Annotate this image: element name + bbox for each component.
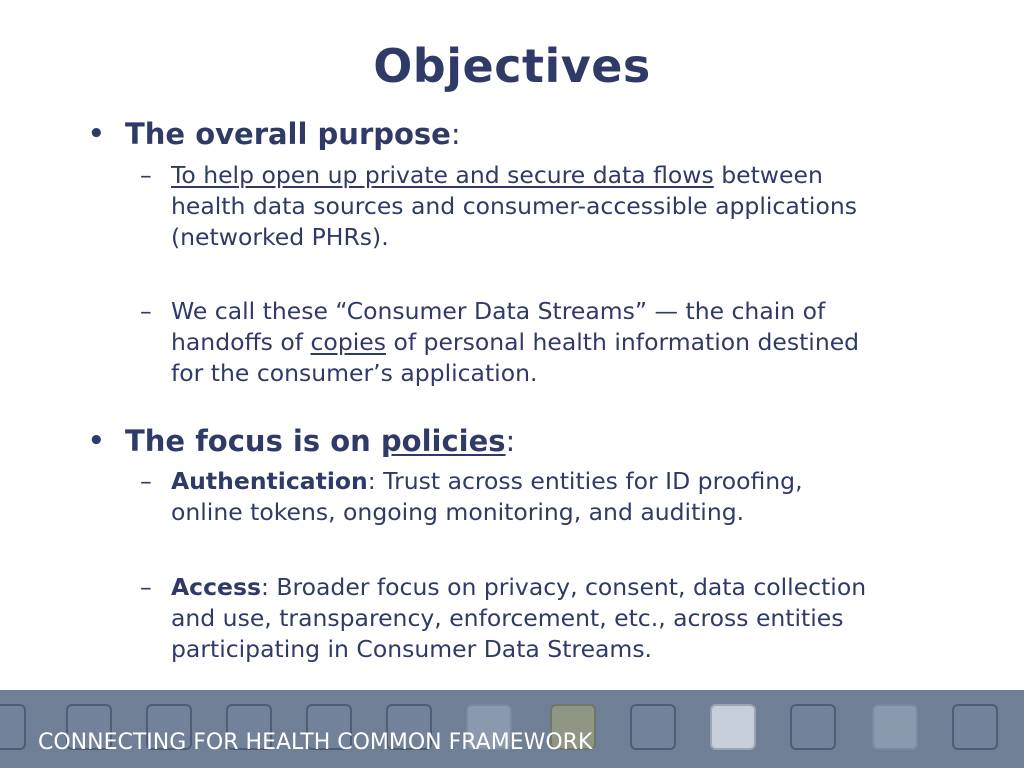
subitem-line: We call these “Consumer Data Streams” — the chain of [171,297,826,325]
underlined-word: copies [310,328,386,356]
footer-band [0,690,1024,768]
bullet-colon: : [450,117,461,151]
subitem-line [171,466,803,497]
bullet-dot: • [88,426,105,456]
bold-term: Authentication [171,467,368,495]
line-text: of personal health information destined [385,328,860,356]
subitem-line [171,572,866,603]
bold-term: Access [171,573,261,601]
bullet-heading-text: The focus is on [125,424,381,458]
dash-marker: – [140,573,152,601]
decorative-square [872,704,918,750]
decorative-square [710,704,756,750]
line-text: : Trust across entities for ID proofing, [367,467,803,495]
line-text: handoffs of [171,328,311,356]
bullet-heading-text: The overall purpose [125,117,451,151]
bullet-heading [125,423,515,459]
bullet-heading [125,116,461,152]
subitem-line: and use, transparency, enforcement, etc., across entities [171,604,844,632]
line-text: : Broader focus on privacy, consent, data collection [260,573,867,601]
subitem-line: online tokens, ongoing monitoring, and auditing. [171,498,745,526]
decorative-square [790,704,836,750]
subitem-line [171,160,823,191]
subitem-line: for the consumer’s application. [171,359,538,387]
decorative-square [952,704,998,750]
decorative-square [630,704,676,750]
footer-title: CONNECTING FOR HEALTH COMMON FRAMEWORK [38,730,593,755]
dash-marker: – [140,297,152,325]
underlined-phrase: To help open up private and secure data flows [171,161,714,189]
bullet-colon: : [505,424,516,458]
dash-marker: – [140,467,152,495]
subitem-line [171,327,859,358]
bullet-dot: • [88,119,105,149]
line-text: between [713,161,823,189]
slide-title: Objectives [373,39,651,93]
underlined-heading-word: policies [380,424,506,458]
subitem-line: (networked PHRs). [171,223,389,251]
subitem-line: participating in Consumer Data Streams. [171,635,653,663]
dash-marker: – [140,161,152,189]
decorative-square [0,704,26,750]
subitem-line: health data sources and consumer-accessible applications [171,192,857,220]
